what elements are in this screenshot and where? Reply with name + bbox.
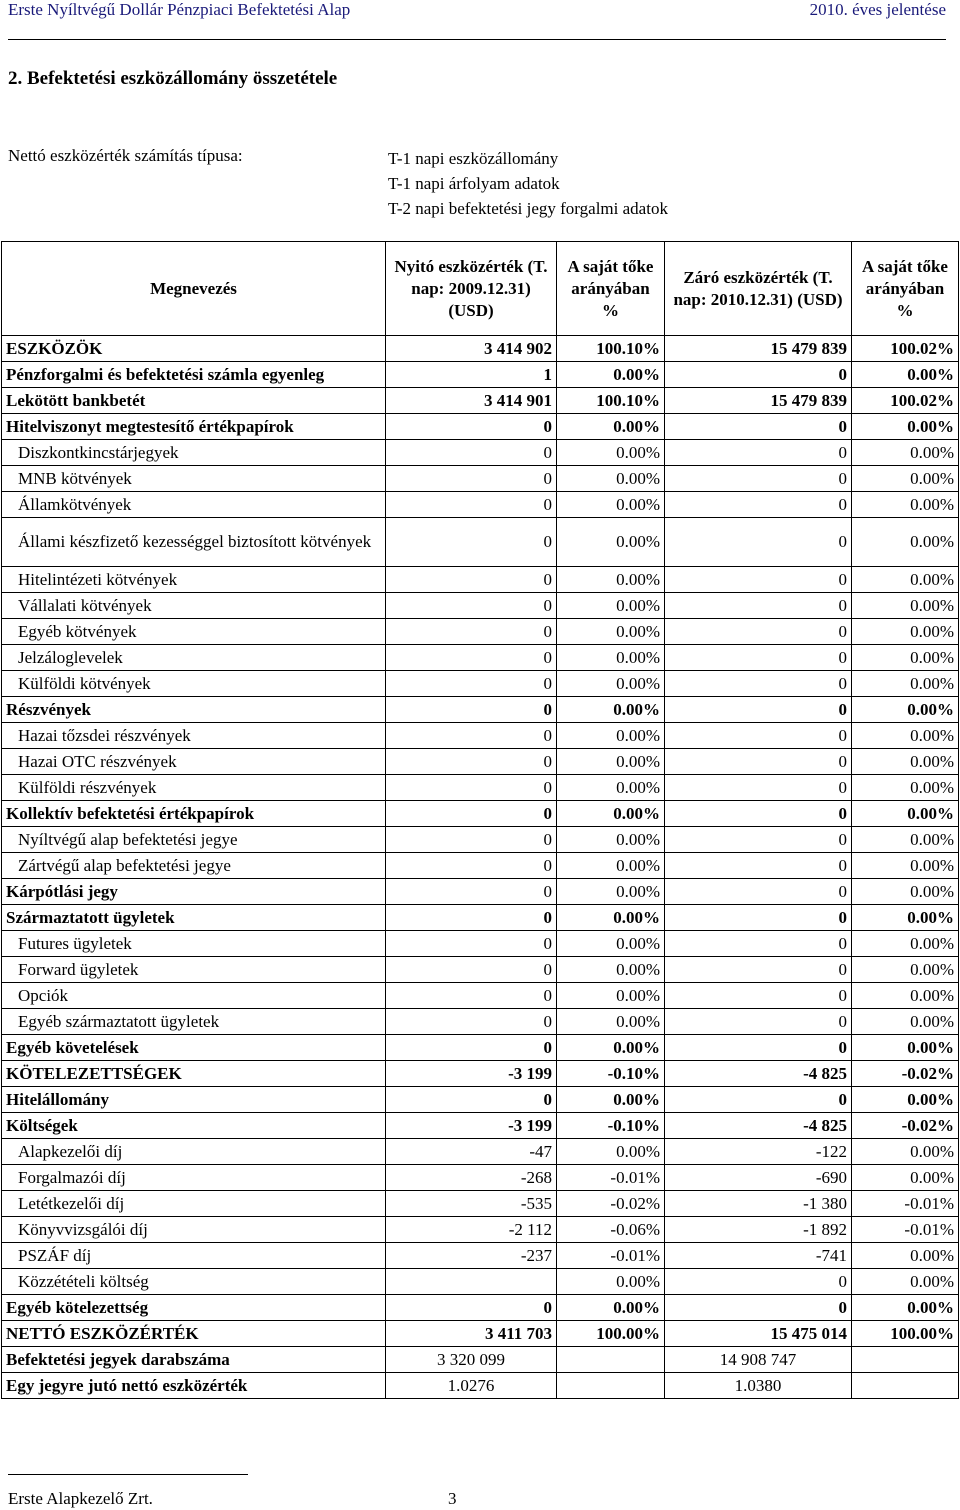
cell-close: 0 — [665, 1269, 852, 1295]
cell-name: Hazai OTC részvények — [2, 749, 386, 775]
table-row — [2, 466, 959, 492]
cell-close: 0 — [665, 567, 852, 593]
cell-open-pct: 0.00% — [557, 1295, 665, 1321]
table-row — [2, 749, 959, 775]
cell-open-pct: 0.00% — [557, 671, 665, 697]
cell-name: Egyéb kötvények — [2, 619, 386, 645]
cell-open: 0 — [386, 853, 557, 879]
cell-close: 0 — [665, 440, 852, 466]
cell-name: Jelzáloglevelek — [2, 645, 386, 671]
asset-composition-table — [1, 241, 959, 1399]
cell-name: Hitelintézeti kötvények — [2, 567, 386, 593]
cell-name: Egy jegyre jutó nettó eszközérték — [2, 1373, 386, 1399]
cell-close-pct: 0.00% — [852, 414, 959, 440]
cell-close: -1 892 — [665, 1217, 852, 1243]
cell-close-pct: -0.02% — [852, 1061, 959, 1087]
table-row — [2, 1035, 959, 1061]
cell-open: 0 — [386, 567, 557, 593]
cell-open-pct: 0.00% — [557, 1009, 665, 1035]
cell-close-pct: 0.00% — [852, 983, 959, 1009]
table-row — [2, 905, 959, 931]
cell-open-pct: 0.00% — [557, 466, 665, 492]
cell-open: 0 — [386, 671, 557, 697]
cell-open-pct: 100.10% — [557, 388, 665, 414]
cell-close-pct: 0.00% — [852, 362, 959, 388]
cell-name: Futures ügyletek — [2, 931, 386, 957]
table-row — [2, 645, 959, 671]
cell-open: 1 — [386, 362, 557, 388]
table-row — [2, 671, 959, 697]
cell-open-pct: 0.00% — [557, 905, 665, 931]
cell-close: 0 — [665, 362, 852, 388]
table-row — [2, 1061, 959, 1087]
table-row — [2, 1373, 959, 1399]
cell-close: -4 825 — [665, 1061, 852, 1087]
cell-close-pct: 0.00% — [852, 1139, 959, 1165]
header-open-value: Nyitó eszközérték (T. nap: 2009.12.31) (USD) — [386, 242, 557, 336]
cell-close: 0 — [665, 492, 852, 518]
cell-open-pct: 0.00% — [557, 827, 665, 853]
nav-calc-label: Nettó eszközérték számítás típusa: — [8, 146, 243, 165]
cell-open-pct: 0.00% — [557, 983, 665, 1009]
cell-close: 0 — [665, 749, 852, 775]
cell-open-pct: 0.00% — [557, 440, 665, 466]
cell-close-pct: 0.00% — [852, 440, 959, 466]
cell-close-pct: 0.00% — [852, 1087, 959, 1113]
cell-close-pct: 0.00% — [852, 1009, 959, 1035]
cell-name: Közzétételi költség — [2, 1269, 386, 1295]
cell-open-pct: 0.00% — [557, 645, 665, 671]
header-name: Megnevezés — [2, 242, 386, 336]
cell-close: 15 479 839 — [665, 336, 852, 362]
cell-open: 0 — [386, 492, 557, 518]
cell-open-pct: 0.00% — [557, 492, 665, 518]
table-row — [2, 1269, 959, 1295]
section-title: 2. Befektetési eszközállomány összetétele — [8, 68, 338, 89]
table-row — [2, 414, 959, 440]
cell-open: 3 320 099 — [386, 1347, 557, 1373]
table-row — [2, 775, 959, 801]
cell-close-pct: 0.00% — [852, 905, 959, 931]
cell-close: 15 479 839 — [665, 388, 852, 414]
cell-open: 0 — [386, 957, 557, 983]
table-row — [2, 336, 959, 362]
fund-name: Erste Nyíltvégű Dollár Pénzpiaci Befektetési Alap — [8, 0, 351, 19]
cell-close: 0 — [665, 1087, 852, 1113]
cell-name: NETTÓ ESZKÖZÉRTÉK — [2, 1321, 386, 1347]
cell-close-pct: 0.00% — [852, 567, 959, 593]
page-header — [8, 0, 946, 24]
cell-close: 0 — [665, 879, 852, 905]
cell-open-pct: 0.00% — [557, 775, 665, 801]
table-row — [2, 723, 959, 749]
cell-close-pct: 0.00% — [852, 1035, 959, 1061]
table-row — [2, 518, 959, 567]
cell-open: 0 — [386, 414, 557, 440]
cell-open: 0 — [386, 983, 557, 1009]
cell-open-pct: 0.00% — [557, 593, 665, 619]
table-row — [2, 1321, 959, 1347]
header-close-value: Záró eszközérték (T. nap: 2010.12.31) (USD) — [665, 242, 852, 336]
cell-close-pct: 0.00% — [852, 1243, 959, 1269]
cell-name: MNB kötvények — [2, 466, 386, 492]
cell-close-pct — [852, 1373, 959, 1399]
table-row — [2, 1191, 959, 1217]
cell-open-pct: 100.10% — [557, 336, 665, 362]
nav-calc-lines — [388, 146, 668, 221]
cell-open: 0 — [386, 1087, 557, 1113]
header-open-pct: A saját tőke arányában % — [557, 242, 665, 336]
cell-open-pct: 0.00% — [557, 697, 665, 723]
cell-open: -237 — [386, 1243, 557, 1269]
cell-close-pct: 0.00% — [852, 466, 959, 492]
cell-open-pct: 0.00% — [557, 801, 665, 827]
cell-close: 14 908 747 — [665, 1347, 852, 1373]
cell-open: 0 — [386, 697, 557, 723]
cell-close-pct: 0.00% — [852, 593, 959, 619]
table-body — [2, 336, 959, 1399]
cell-close-pct: 0.00% — [852, 1295, 959, 1321]
cell-open-pct: 0.00% — [557, 619, 665, 645]
cell-open-pct: -0.01% — [557, 1243, 665, 1269]
cell-open: 0 — [386, 723, 557, 749]
cell-name: Külföldi részvények — [2, 775, 386, 801]
cell-close-pct: 0.00% — [852, 723, 959, 749]
table-row — [2, 1295, 959, 1321]
cell-name: Letétkezelői díj — [2, 1191, 386, 1217]
cell-open: 0 — [386, 466, 557, 492]
page-footer — [8, 1489, 457, 1509]
cell-open: 0 — [386, 1009, 557, 1035]
table-row — [2, 879, 959, 905]
cell-name: Költségek — [2, 1113, 386, 1139]
cell-close-pct — [852, 1347, 959, 1373]
cell-close-pct: 0.00% — [852, 957, 959, 983]
cell-open-pct: -0.02% — [557, 1191, 665, 1217]
cell-close: 0 — [665, 853, 852, 879]
cell-open-pct: 0.00% — [557, 931, 665, 957]
table-row — [2, 362, 959, 388]
cell-name: Pénzforgalmi és befektetési számla egyenleg — [2, 362, 386, 388]
cell-open: 0 — [386, 1035, 557, 1061]
cell-open-pct — [557, 1373, 665, 1399]
cell-close: 0 — [665, 619, 852, 645]
cell-open-pct: -0.01% — [557, 1165, 665, 1191]
page-number: 3 — [448, 1489, 457, 1508]
cell-open: 3 414 901 — [386, 388, 557, 414]
cell-close: 1.0380 — [665, 1373, 852, 1399]
cell-close-pct: 0.00% — [852, 853, 959, 879]
nav-calc-line: T-1 napi eszközállomány — [388, 149, 559, 168]
table-row — [2, 619, 959, 645]
cell-name: PSZÁF díj — [2, 1243, 386, 1269]
cell-close-pct: 0.00% — [852, 492, 959, 518]
table-row — [2, 593, 959, 619]
cell-open: 0 — [386, 801, 557, 827]
table-row — [2, 1139, 959, 1165]
table-row — [2, 983, 959, 1009]
cell-open: -2 112 — [386, 1217, 557, 1243]
footer-company: Erste Alapkezelő Zrt. — [8, 1489, 153, 1508]
cell-name: Egyéb kötelezettség — [2, 1295, 386, 1321]
cell-close: 0 — [665, 466, 852, 492]
cell-close: 0 — [665, 593, 852, 619]
table-row — [2, 492, 959, 518]
cell-open-pct: 0.00% — [557, 749, 665, 775]
table-row — [2, 1009, 959, 1035]
cell-close: 15 475 014 — [665, 1321, 852, 1347]
cell-open: 0 — [386, 619, 557, 645]
cell-open: 0 — [386, 905, 557, 931]
cell-close: 0 — [665, 1009, 852, 1035]
cell-close: -122 — [665, 1139, 852, 1165]
table-row — [2, 388, 959, 414]
cell-open: 3 414 902 — [386, 336, 557, 362]
cell-close-pct: 100.00% — [852, 1321, 959, 1347]
table-row — [2, 440, 959, 466]
cell-open: 0 — [386, 518, 557, 567]
cell-close-pct: 0.00% — [852, 749, 959, 775]
cell-open: 0 — [386, 645, 557, 671]
table-row — [2, 1243, 959, 1269]
cell-close: 0 — [665, 775, 852, 801]
cell-close-pct: 0.00% — [852, 827, 959, 853]
table-row — [2, 801, 959, 827]
cell-name: Opciók — [2, 983, 386, 1009]
cell-close: 0 — [665, 983, 852, 1009]
cell-open-pct: 0.00% — [557, 1035, 665, 1061]
table-row — [2, 957, 959, 983]
cell-open: 0 — [386, 931, 557, 957]
table-row — [2, 1347, 959, 1373]
cell-open-pct — [557, 1347, 665, 1373]
cell-close-pct: -0.01% — [852, 1191, 959, 1217]
cell-close: 0 — [665, 827, 852, 853]
cell-close: 0 — [665, 414, 852, 440]
cell-open: -3 199 — [386, 1113, 557, 1139]
cell-open: -535 — [386, 1191, 557, 1217]
cell-close: -1 380 — [665, 1191, 852, 1217]
cell-name: ESZKÖZÖK — [2, 336, 386, 362]
cell-close-pct: 100.02% — [852, 336, 959, 362]
cell-close-pct: -0.01% — [852, 1217, 959, 1243]
cell-open-pct: -0.10% — [557, 1061, 665, 1087]
cell-open-pct: 0.00% — [557, 957, 665, 983]
cell-open-pct: -0.10% — [557, 1113, 665, 1139]
nav-calc-line: T-2 napi befektetési jegy forgalmi adatok — [388, 199, 668, 218]
cell-close-pct: 0.00% — [852, 931, 959, 957]
cell-open-pct: 0.00% — [557, 1087, 665, 1113]
nav-calc-line: T-1 napi árfolyam adatok — [388, 174, 560, 193]
cell-open: 1.0276 — [386, 1373, 557, 1399]
cell-name: Diszkontkincstárjegyek — [2, 440, 386, 466]
cell-name: Állami készfizető kezességgel biztosított kötvények — [2, 518, 386, 567]
cell-name: Részvények — [2, 697, 386, 723]
cell-close: 0 — [665, 518, 852, 567]
cell-name: Államkötvények — [2, 492, 386, 518]
cell-name: Egyéb származtatott ügyletek — [2, 1009, 386, 1035]
cell-close-pct: 0.00% — [852, 619, 959, 645]
cell-open: -47 — [386, 1139, 557, 1165]
cell-name: Befektetési jegyek darabszáma — [2, 1347, 386, 1373]
table-header-row — [2, 242, 959, 336]
cell-open-pct: -0.06% — [557, 1217, 665, 1243]
cell-open: -3 199 — [386, 1061, 557, 1087]
cell-name: Könyvvizsgálói díj — [2, 1217, 386, 1243]
report-title: 2010. éves jelentése — [809, 0, 946, 19]
cell-name: Nyíltvégű alap befektetési jegye — [2, 827, 386, 853]
cell-open-pct: 0.00% — [557, 1139, 665, 1165]
cell-name: Zártvégű alap befektetési jegye — [2, 853, 386, 879]
cell-name: Lekötött bankbetét — [2, 388, 386, 414]
cell-close: 0 — [665, 931, 852, 957]
table-row — [2, 1165, 959, 1191]
cell-name: Kollektív befektetési értékpapírok — [2, 801, 386, 827]
cell-open: 0 — [386, 879, 557, 905]
table-row — [2, 697, 959, 723]
cell-name: Forgalmazói díj — [2, 1165, 386, 1191]
cell-name: Hitelviszonyt megtestesítő értékpapírok — [2, 414, 386, 440]
cell-close-pct: 0.00% — [852, 879, 959, 905]
cell-open-pct: 0.00% — [557, 362, 665, 388]
header-close-pct: A saját tőke arányában % — [852, 242, 959, 336]
table-row — [2, 1217, 959, 1243]
cell-open-pct: 0.00% — [557, 414, 665, 440]
header-divider — [8, 39, 946, 40]
cell-name: Vállalati kötvények — [2, 593, 386, 619]
table-row — [2, 827, 959, 853]
cell-close: -690 — [665, 1165, 852, 1191]
cell-open: 0 — [386, 1295, 557, 1321]
cell-close: 0 — [665, 1035, 852, 1061]
cell-close: 0 — [665, 723, 852, 749]
cell-close: 0 — [665, 1295, 852, 1321]
cell-name: Forward ügyletek — [2, 957, 386, 983]
cell-open — [386, 1269, 557, 1295]
cell-open-pct: 0.00% — [557, 567, 665, 593]
cell-open-pct: 0.00% — [557, 518, 665, 567]
cell-name: Külföldi kötvények — [2, 671, 386, 697]
table-row — [2, 1113, 959, 1139]
cell-open-pct: 0.00% — [557, 853, 665, 879]
cell-close-pct: 0.00% — [852, 1269, 959, 1295]
cell-close-pct: 0.00% — [852, 775, 959, 801]
cell-close: 0 — [665, 671, 852, 697]
cell-open: 0 — [386, 827, 557, 853]
cell-close: -4 825 — [665, 1113, 852, 1139]
cell-open-pct: 0.00% — [557, 1269, 665, 1295]
cell-close: -741 — [665, 1243, 852, 1269]
cell-open: 0 — [386, 749, 557, 775]
cell-open: 0 — [386, 775, 557, 801]
cell-open-pct: 0.00% — [557, 879, 665, 905]
cell-name: Kárpótlási jegy — [2, 879, 386, 905]
cell-close-pct: 0.00% — [852, 1165, 959, 1191]
cell-name: Hitelállomány — [2, 1087, 386, 1113]
cell-close: 0 — [665, 957, 852, 983]
cell-open: 0 — [386, 593, 557, 619]
cell-name: Alapkezelői díj — [2, 1139, 386, 1165]
table-row — [2, 1087, 959, 1113]
cell-close: 0 — [665, 645, 852, 671]
cell-close-pct: 0.00% — [852, 671, 959, 697]
cell-open: 0 — [386, 440, 557, 466]
cell-name: Egyéb követelések — [2, 1035, 386, 1061]
cell-close-pct: 100.02% — [852, 388, 959, 414]
cell-close-pct: -0.02% — [852, 1113, 959, 1139]
cell-close-pct: 0.00% — [852, 697, 959, 723]
cell-close-pct: 0.00% — [852, 518, 959, 567]
cell-open-pct: 0.00% — [557, 723, 665, 749]
cell-close: 0 — [665, 697, 852, 723]
cell-open: -268 — [386, 1165, 557, 1191]
cell-name: Származtatott ügyletek — [2, 905, 386, 931]
cell-close-pct: 0.00% — [852, 801, 959, 827]
cell-name: KÖTELEZETTSÉGEK — [2, 1061, 386, 1087]
cell-open-pct: 100.00% — [557, 1321, 665, 1347]
table-row — [2, 931, 959, 957]
cell-open: 3 411 703 — [386, 1321, 557, 1347]
footer-divider — [8, 1474, 248, 1475]
cell-close-pct: 0.00% — [852, 645, 959, 671]
cell-close: 0 — [665, 905, 852, 931]
table-row — [2, 853, 959, 879]
cell-name: Hazai tőzsdei részvények — [2, 723, 386, 749]
cell-close: 0 — [665, 801, 852, 827]
table-row — [2, 567, 959, 593]
